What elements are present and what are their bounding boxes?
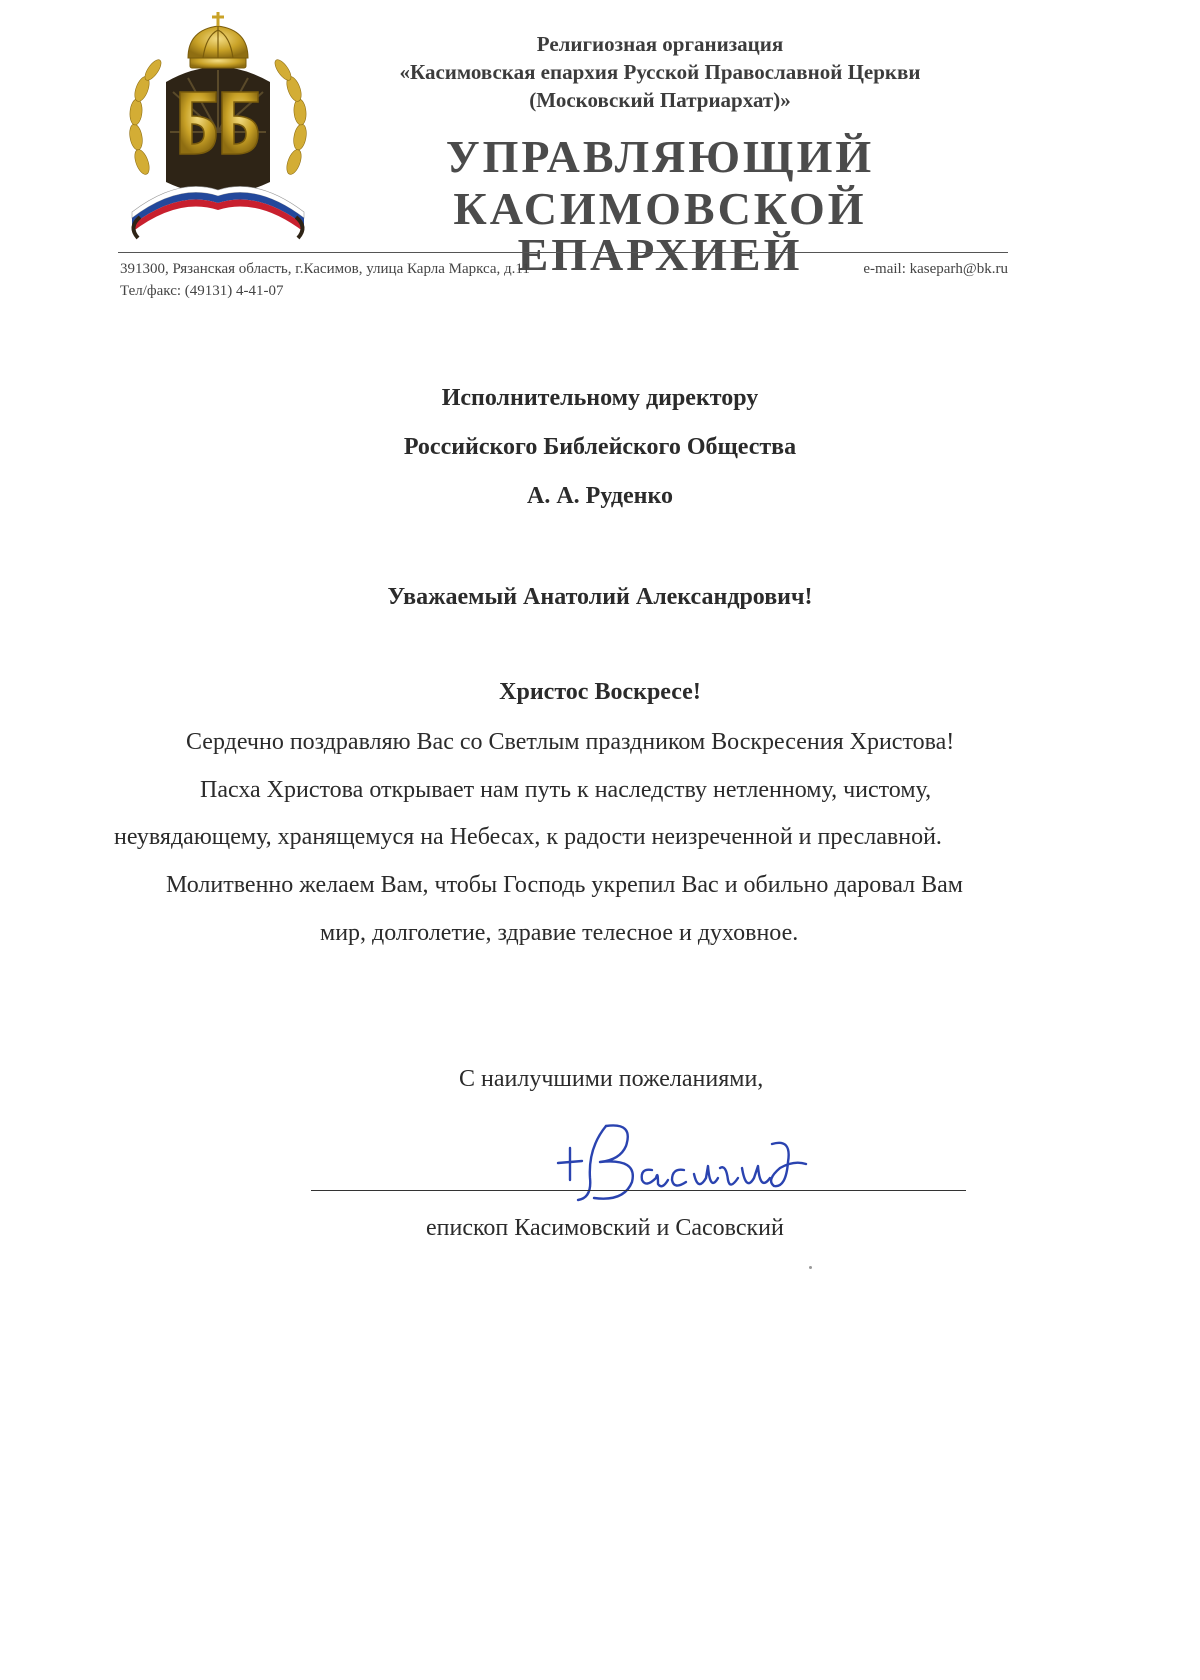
letterhead-title-line-2: КАСИМОВСКОЙ ЕПАРХИЕЙ bbox=[453, 183, 867, 280]
paragraph-3-line-2: мир, долголетие, здравие телесное и духовное. bbox=[320, 920, 799, 946]
paper-speck bbox=[809, 1266, 812, 1269]
easter-greeting: Христос Воскресе! bbox=[499, 679, 701, 705]
ribbon-icon bbox=[132, 186, 304, 238]
closing-regards: С наилучшими пожеланиями, bbox=[459, 1066, 764, 1092]
phone-fax: Тел/факс: (49131) 4-41-07 bbox=[120, 283, 284, 299]
handwritten-signature bbox=[548, 1108, 828, 1208]
addressee-position: Исполнительному директору bbox=[441, 385, 759, 411]
eparchy-logo-emblem bbox=[118, 12, 318, 240]
postal-address: 391300, Рязанская область, г.Касимов, улица Карла Маркса, д.11 bbox=[120, 261, 530, 277]
email-address: e-mail: kaseparh@bk.ru bbox=[863, 261, 1008, 277]
addressee-name: А. А. Руденко bbox=[527, 483, 673, 509]
signature-line bbox=[311, 1190, 966, 1191]
paragraph-3-line-1: Молитвенно желаем Вам, чтобы Господь укрепил Вас и обильно даровал Вам bbox=[166, 872, 963, 898]
salutation: Уважаемый Анатолий Александрович! bbox=[387, 584, 813, 610]
addressee-organization: Российского Библейского Общества bbox=[403, 434, 797, 460]
paragraph-1: Сердечно поздравляю Вас со Светлым праздником Воскресения Христова! bbox=[186, 729, 955, 755]
signer-title: епископ Касимовский и Сасовский bbox=[426, 1215, 784, 1241]
org-name-line-2: «Касимовская епархия Русской Православной Церкви bbox=[399, 60, 921, 84]
letterhead-title-line-1: УПРАВЛЯЮЩИЙ bbox=[445, 131, 875, 182]
paragraph-2-line-1: Пасха Христова открывает нам путь к наследству нетленному, чистому, bbox=[200, 777, 932, 803]
paragraph-2-line-2: неувядающему, хранящемуся на Небесах, к радости неизреченной и преславной. bbox=[114, 824, 942, 850]
org-name-line-3: (Московский Патриархат)» bbox=[529, 88, 791, 112]
crown-icon bbox=[188, 12, 248, 68]
header-divider bbox=[118, 252, 1008, 253]
org-name-line-1: Религиозная организация bbox=[536, 32, 784, 56]
